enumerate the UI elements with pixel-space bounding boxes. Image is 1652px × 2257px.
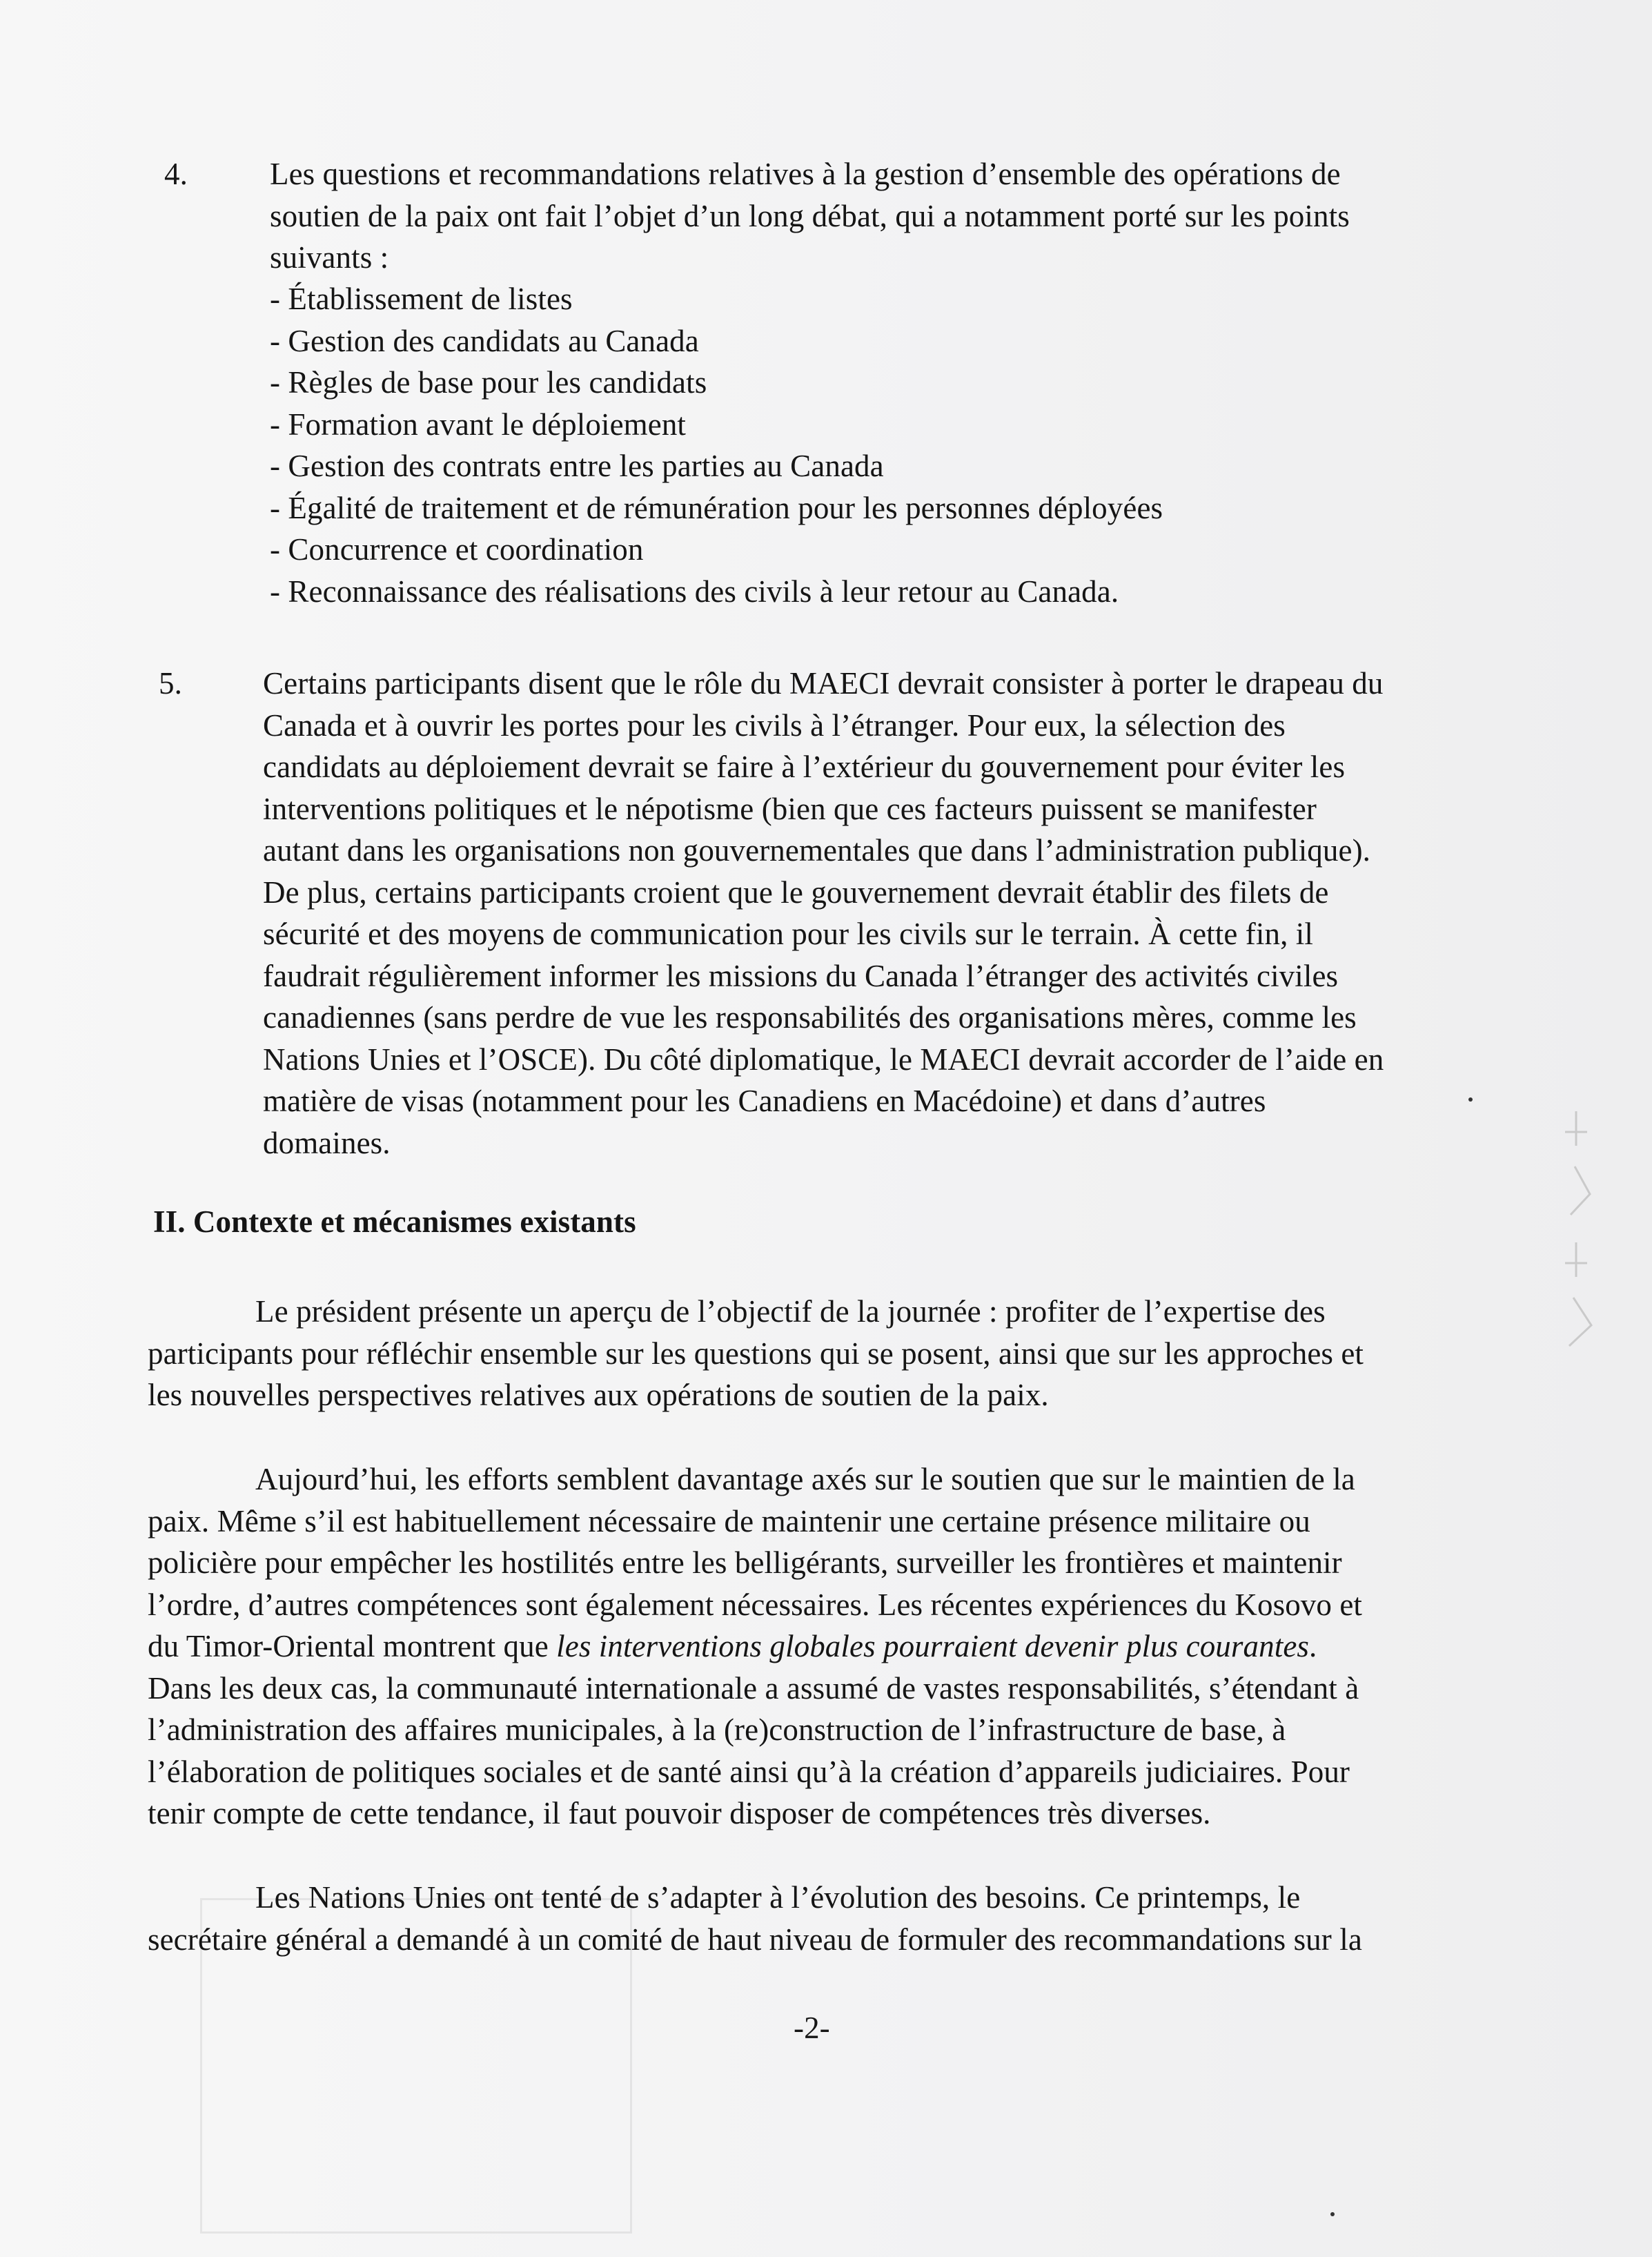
text-line: l’élaboration de politiques sociales et de santé ainsi qu’à la création d’appareils judiciaires. Pour xyxy=(148,1754,1350,1789)
bullet-item: - Formation avant le déploiement xyxy=(270,407,687,442)
text-line: secrétaire général a demandé à un comité de haut niveau de formuler des recommandations sur la xyxy=(148,1922,1362,1957)
text-line: les nouvelles perspectives relatives aux opérations de soutien de la paix. xyxy=(148,1378,1049,1412)
bullet-item: - Concurrence et coordination xyxy=(270,532,644,567)
text-line: De plus, certains participants croient que le gouvernement devrait établir des filets de xyxy=(263,875,1329,910)
text-line: paix. Même s’il est habituellement nécessaire de maintenir une certaine présence militaire ou xyxy=(148,1503,1310,1538)
speck-mark xyxy=(1468,1097,1473,1102)
text-line: Dans les deux cas, la communauté internationale a assumé de vastes responsabilités, s’étendant à xyxy=(148,1670,1359,1706)
bullet-item: - Gestion des contrats entre les parties au Canada xyxy=(270,449,884,483)
bullet-item: - Gestion des candidats au Canada xyxy=(270,323,699,358)
item-text xyxy=(263,663,1519,1164)
text-line: faudrait régulièrement informer les missions du Canada l’étranger des activités civiles xyxy=(263,958,1339,993)
paragraph-objective xyxy=(148,1291,1521,1416)
text-line: matière de visas (notamment pour les Canadiens en Macédoine) et dans d’autres xyxy=(263,1084,1266,1118)
text-line: interventions politiques et le népotisme (bien que ces facteurs puissent se manifester xyxy=(263,791,1317,826)
paragraph-support-focus xyxy=(148,1458,1521,1835)
text-line: suivants : xyxy=(270,240,389,275)
text-line: Canada et à ouvrir les portes pour les civils à l’étranger. Pour eux, la sélection des xyxy=(263,707,1286,743)
text-line: autant dans les organisations non gouvernementales que dans l’administration publique). xyxy=(263,833,1371,868)
page-number: -2- xyxy=(794,2011,830,2045)
text-line: policière pour empêcher les hostilités entre les belligérants, surveiller les frontières et maintenir xyxy=(148,1545,1342,1580)
handwritten-margin-mark xyxy=(1555,1104,1611,1353)
bullet-item: - Règles de base pour les candidats xyxy=(270,365,707,400)
text-line-with-emphasis xyxy=(148,1625,1521,1668)
paragraph-un-adaptation xyxy=(148,1877,1521,1960)
bullet-item: - Reconnaissance des réalisations des civils à leur retour au Canada. xyxy=(270,574,1119,609)
text-line: tenir compte de cette tendance, il faut pouvoir disposer de compétences très diverses. xyxy=(148,1796,1211,1830)
text-line: Le président présente un aperçu de l’objectif de la journée : profiter de l’expertise des xyxy=(255,1294,1326,1329)
section-heading: II. Contexte et mécanismes existants xyxy=(153,1204,636,1239)
text-line: Nations Unies et l’OSCE). Du côté diplomatique, le MAECI devrait accorder de l’aide en xyxy=(263,1042,1384,1077)
speck-mark xyxy=(1330,2212,1335,2216)
item-text xyxy=(270,153,1643,279)
text-line: soutien de la paix ont fait l’objet d’un long débat, qui a notamment porté sur les points xyxy=(270,198,1350,233)
text-line: participants pour réfléchir ensemble sur les questions qui se posent, ainsi que sur les approches et xyxy=(148,1336,1364,1371)
text-line: domaines. xyxy=(263,1125,391,1160)
text-line: l’ordre, d’autres compétences sont également nécessaires. Les récentes expériences du Kosovo et xyxy=(148,1587,1363,1622)
item-number: 4. xyxy=(164,157,188,191)
text-line: canadiennes (sans perdre de vue les responsabilités des organisations mères, comme les xyxy=(263,1000,1357,1035)
text-line: Aujourd’hui, les efforts semblent davantage axés sur le soutien que sur le maintien de la xyxy=(255,1462,1355,1496)
text-line: l’administration des affaires municipales, à la (re)construction de l’infrastructure de base, à xyxy=(148,1712,1286,1747)
text-line: Les questions et recommandations relatives à la gestion d’ensemble des opérations de xyxy=(270,157,1341,191)
text-line: Les Nations Unies ont tenté de s’adapter à l’évolution des besoins. Ce printemps, le xyxy=(255,1880,1301,1915)
emphasized-text: les interventions globales pourraient devenir plus courantes xyxy=(556,1629,1310,1663)
text-line: sécurité et des moyens de communication pour les civils sur le terrain. À cette fin, il xyxy=(263,917,1313,951)
text-segment: du Timor-Oriental montrent que xyxy=(148,1629,557,1663)
text-line: Certains participants disent que le rôle du MAECI devrait consister à porter le drapeau du xyxy=(263,666,1384,701)
bullet-item: - Établissement de listes xyxy=(270,282,573,316)
text-segment: . xyxy=(1309,1629,1317,1663)
text-line: candidats au déploiement devrait se faire à l’extérieur du gouvernement pour éviter les xyxy=(263,750,1346,784)
bullet-item: - Égalité de traitement et de rémunération pour les personnes déployées xyxy=(270,490,1163,525)
bullet-list xyxy=(270,278,1163,612)
item-number: 5. xyxy=(159,666,182,701)
